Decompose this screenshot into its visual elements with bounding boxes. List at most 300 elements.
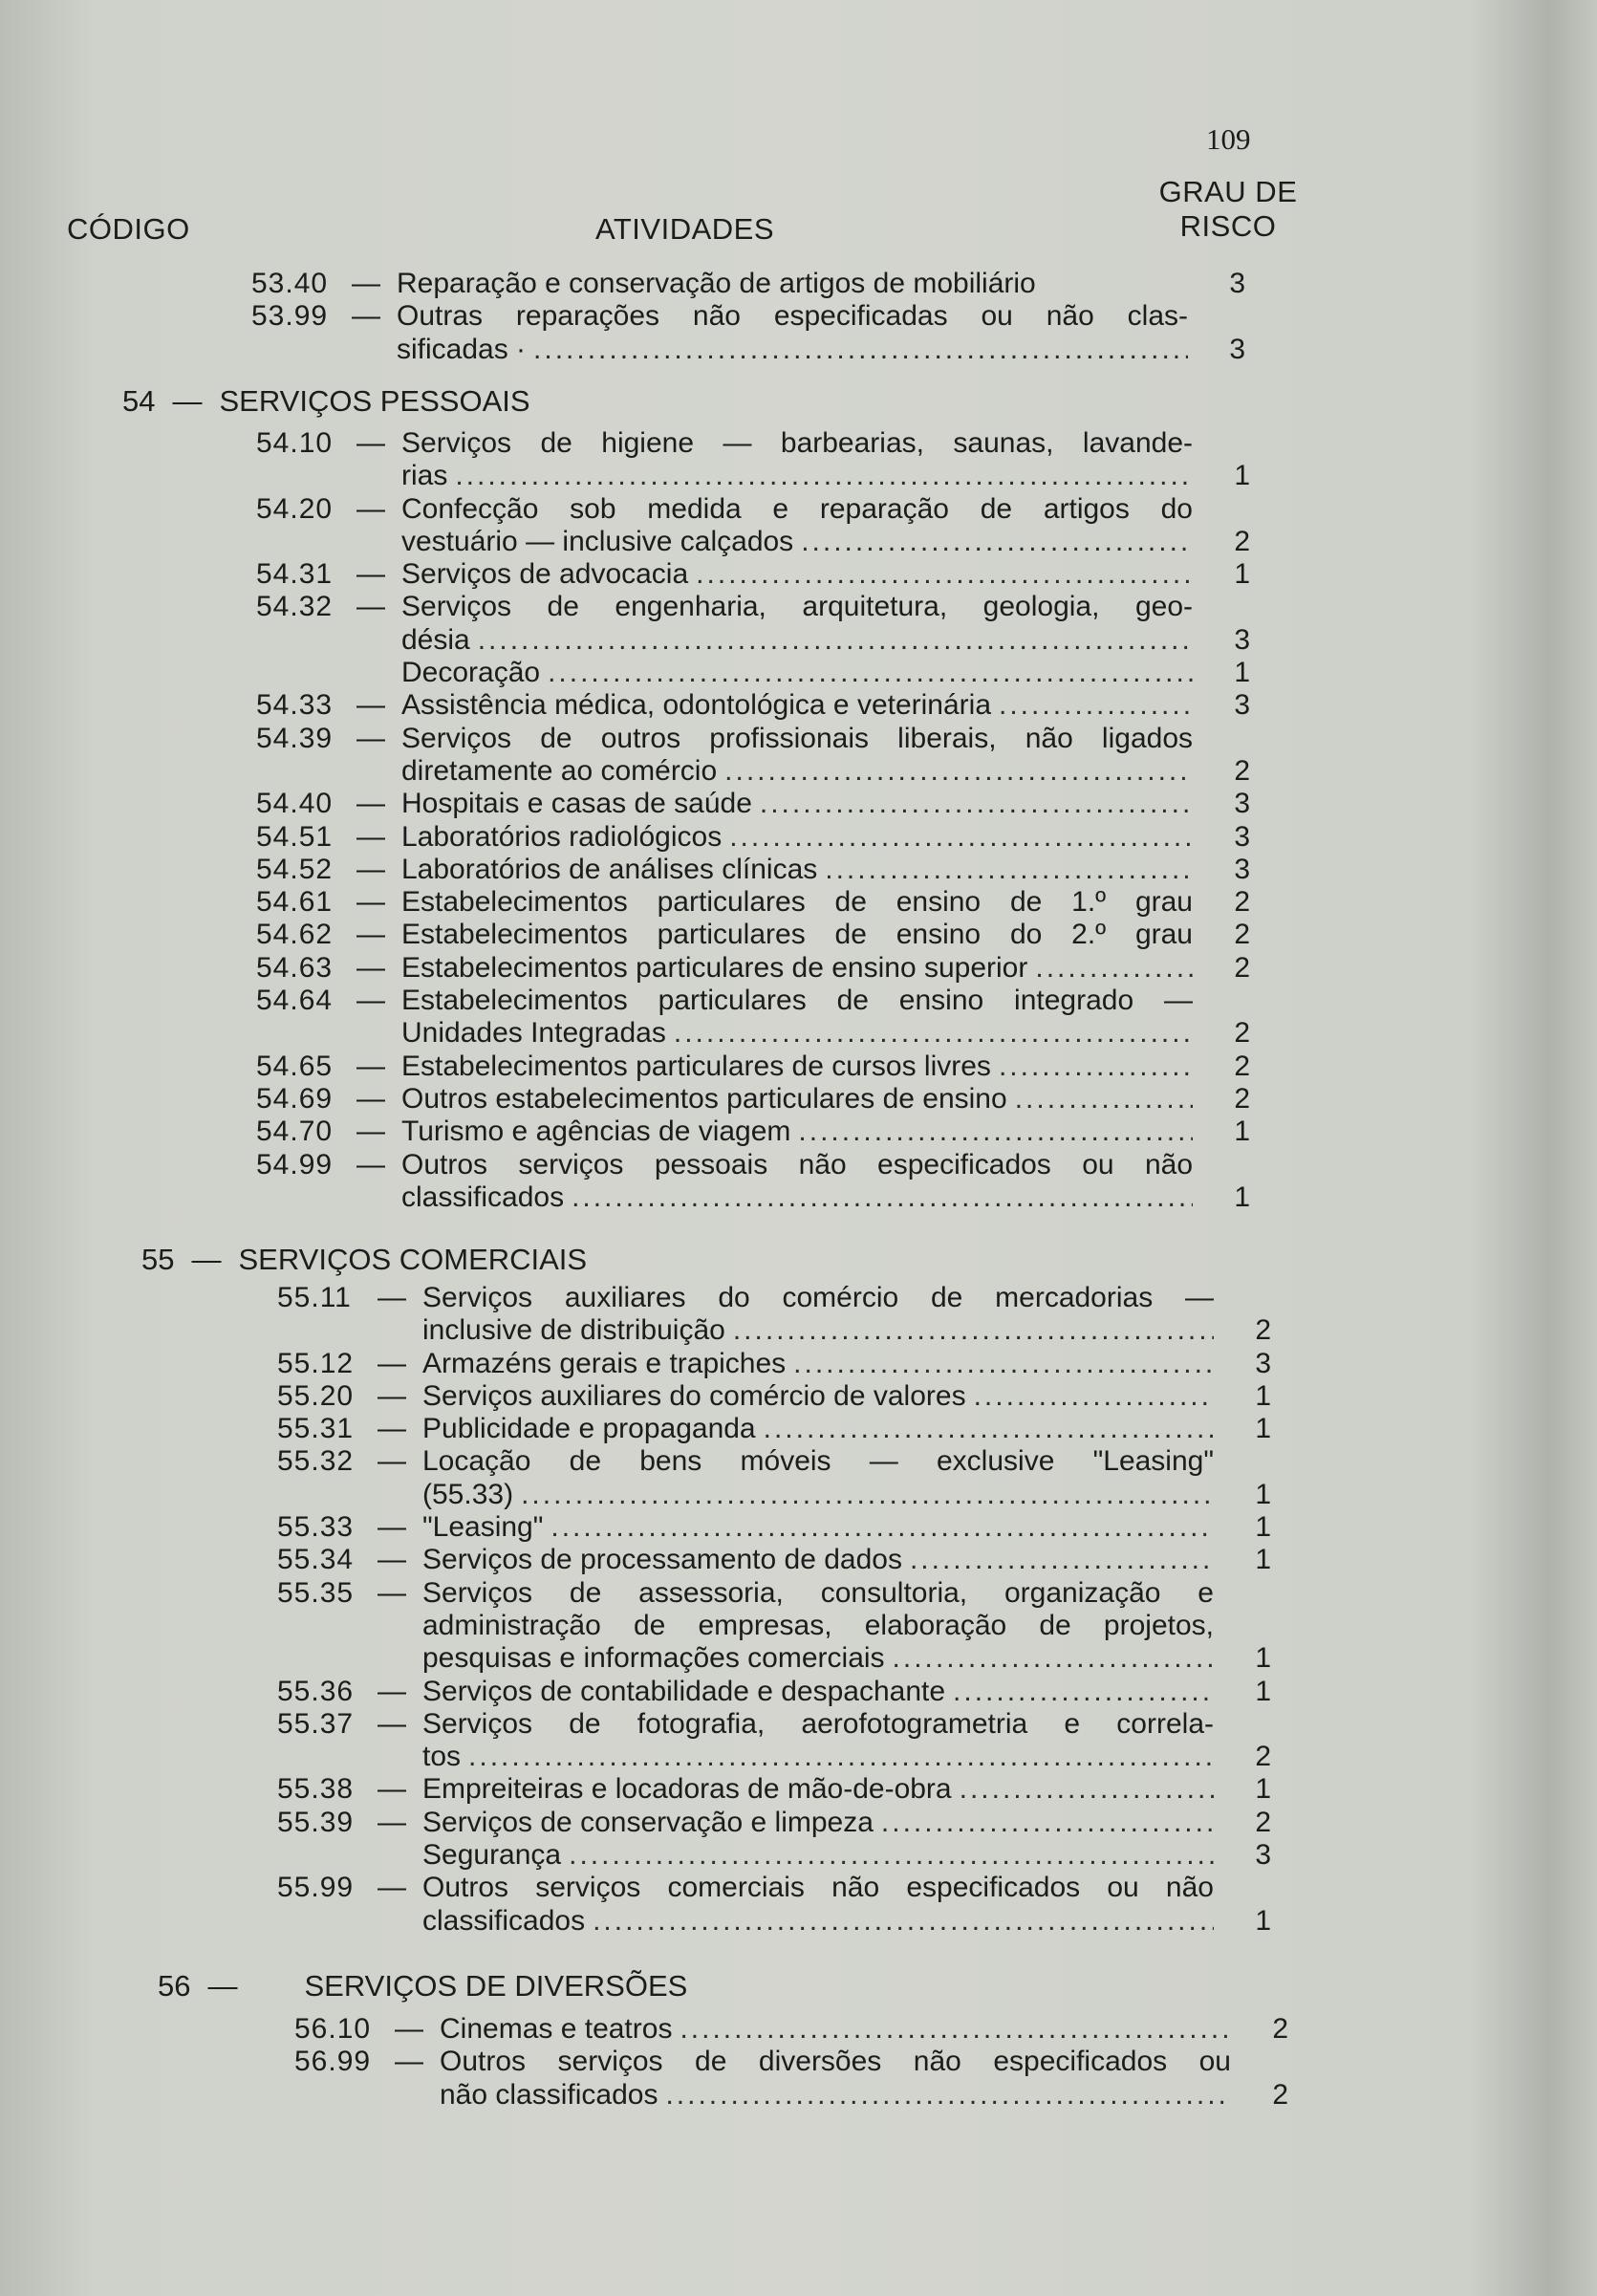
leader-dots	[729, 821, 1193, 854]
activity-row	[277, 1577, 1271, 1610]
activity-dash: —	[356, 1148, 385, 1180]
activity-text: tos	[422, 1741, 462, 1773]
activity-description	[401, 427, 1193, 460]
leader-dots	[572, 1181, 1193, 1214]
activity-description	[401, 526, 1193, 558]
activity-row	[277, 1741, 1271, 1773]
activity-dash: —	[356, 492, 385, 525]
activity-row	[256, 624, 1250, 657]
activity-code: 56.99	[294, 2046, 372, 2078]
activity-dash: —	[378, 1806, 406, 1838]
activity-text: diretamente ao comércio	[401, 754, 718, 787]
activity-dash: —	[356, 591, 385, 623]
activity-row	[256, 919, 1250, 951]
activity-code: 55.12	[277, 1347, 355, 1379]
activity-row	[277, 1380, 1271, 1413]
activity-row	[294, 2046, 1288, 2078]
activity-code: 54.70	[256, 1116, 334, 1148]
activity-description	[401, 657, 1193, 689]
activity-text: Serviços de outros profissionais liberais, não ligados	[401, 722, 1193, 754]
leader-dots	[801, 526, 1193, 558]
activity-description	[422, 1676, 1214, 1708]
activity-description	[422, 1839, 1214, 1872]
activity-dash: —	[378, 1511, 406, 1544]
section-54	[122, 384, 530, 419]
risk-grade: 3	[1234, 788, 1250, 820]
activity-row	[256, 886, 1250, 919]
activity-row	[256, 493, 1250, 526]
activity-code: 54.51	[256, 820, 334, 853]
activity-row	[256, 460, 1250, 492]
activity-text: Decoração	[401, 657, 541, 689]
activity-code: 55.36	[277, 1675, 355, 1707]
activity-text: Estabelecimentos particulares de ensino do 2.º grau	[401, 919, 1193, 951]
activity-row	[294, 2079, 1288, 2112]
leader-dots	[999, 1051, 1193, 1083]
activity-row	[251, 334, 1245, 366]
activity-dash: —	[395, 2046, 423, 2078]
activity-row	[256, 985, 1250, 1017]
leader-dots	[733, 1314, 1214, 1347]
leader-dots	[881, 1807, 1214, 1839]
activity-description	[422, 1544, 1214, 1576]
activity-code: 54.61	[256, 886, 334, 919]
activity-text: Segurança	[422, 1839, 562, 1872]
activity-text: Serviços de conservação e limpeza	[422, 1806, 874, 1838]
activity-description	[401, 723, 1193, 755]
activity-row	[256, 1083, 1250, 1116]
activity-text: Outros serviços pessoais não especificados ou não	[401, 1148, 1193, 1180]
activity-row	[256, 657, 1250, 689]
risk-grade: 2	[1255, 1741, 1271, 1773]
activity-text: classificados	[422, 1904, 586, 1937]
activity-text: rias	[401, 460, 448, 492]
leader-dots	[760, 788, 1193, 820]
leader-dots	[478, 624, 1193, 657]
risk-grade: 1	[1255, 1773, 1271, 1806]
activity-description	[440, 2013, 1231, 2046]
risk-grade: 1	[1234, 1116, 1250, 1148]
activity-text: Serviços de contabilidade e despachante	[422, 1675, 946, 1707]
risk-grade: 1	[1255, 1478, 1271, 1510]
risk-grade: 1	[1255, 1642, 1271, 1675]
activity-dash: —	[378, 1872, 406, 1904]
activity-dash: —	[356, 1116, 385, 1148]
activity-text: classificados	[401, 1180, 565, 1213]
leader-dots	[825, 854, 1193, 886]
risk-grade: 1	[1234, 558, 1250, 591]
leader-dots	[533, 334, 1188, 366]
header-grau-line1: GRAU DE	[1158, 175, 1298, 208]
activity-row	[277, 1708, 1271, 1741]
activity-description	[401, 493, 1193, 526]
activity-description	[401, 854, 1193, 886]
activity-code: 55.32	[277, 1445, 355, 1478]
activity-text: administração de empresas, elaboração de projetos,	[422, 1609, 1214, 1641]
activity-text: Serviços de higiene — barbearias, saunas, lavande-	[401, 427, 1193, 459]
activity-code: 55.33	[277, 1511, 355, 1544]
leader-dots	[960, 1773, 1214, 1806]
activity-description	[401, 755, 1193, 788]
activity-text: Confecção sob medida e reparação de artigos do	[401, 492, 1193, 525]
activity-code: 54.33	[256, 689, 334, 722]
activity-row	[294, 2013, 1288, 2046]
risk-grade: 1	[1234, 657, 1250, 689]
activity-description	[401, 886, 1193, 919]
risk-grade: 3	[1234, 689, 1250, 722]
activity-code: 54.69	[256, 1082, 334, 1115]
activity-description	[401, 952, 1193, 985]
activity-row	[256, 788, 1250, 820]
activity-dash: —	[378, 1282, 406, 1313]
activity-row	[256, 723, 1250, 755]
activity-row	[277, 1872, 1271, 1904]
activity-row	[277, 1642, 1271, 1675]
leader-dots	[793, 1348, 1214, 1380]
activity-row	[277, 1676, 1271, 1708]
activity-code: 54.39	[256, 722, 334, 754]
risk-grade: 1	[1234, 460, 1250, 492]
leader-dots	[665, 2079, 1231, 2112]
activity-description	[401, 460, 1193, 492]
activity-text: Outras reparações não especificadas ou não clas-	[397, 300, 1188, 333]
activity-row	[277, 1544, 1271, 1576]
activity-text: Unidades Integradas	[401, 1017, 666, 1050]
activity-text: Estabelecimentos particulares de cursos livres	[401, 1050, 991, 1082]
activity-row	[256, 591, 1250, 623]
activity-row	[277, 1282, 1271, 1314]
leader-dots	[593, 1905, 1214, 1938]
activity-text: Estabelecimentos particulares de ensino superior	[401, 951, 1028, 984]
activity-row	[256, 854, 1250, 886]
page-number: 109	[1206, 122, 1251, 156]
activity-code: 54.10	[256, 427, 334, 459]
risk-grade: 1	[1234, 1180, 1250, 1213]
activity-dash: —	[356, 820, 385, 853]
risk-grade: 1	[1255, 1379, 1271, 1412]
activity-row	[277, 1839, 1271, 1872]
activity-row	[256, 1017, 1250, 1050]
activity-description	[422, 1642, 1214, 1675]
activity-code: 55.31	[277, 1413, 355, 1445]
activity-text: désia	[401, 623, 470, 656]
header-atividades: ATIVIDADES	[595, 212, 775, 246]
section-title: SERVIÇOS DE DIVERSÕES	[304, 1969, 688, 2003]
leader-dots	[798, 1116, 1193, 1148]
activity-code: 54.40	[256, 788, 334, 820]
activity-description	[397, 334, 1188, 366]
section-title: SERVIÇOS PESSOAIS	[219, 384, 530, 418]
activity-text: vestuário — inclusive calçados	[401, 525, 794, 557]
activity-code: 55.37	[277, 1707, 355, 1740]
activity-dash: —	[356, 427, 385, 459]
activity-description	[422, 1479, 1214, 1511]
activity-description	[401, 1181, 1193, 1214]
activity-text: Estabelecimentos particulares de ensino integrado —	[401, 985, 1193, 1017]
activity-description	[422, 1741, 1214, 1773]
leader-dots	[999, 689, 1193, 722]
leader-dots	[680, 2013, 1231, 2046]
activity-text: Publicidade e propaganda	[422, 1413, 756, 1445]
activity-description	[401, 1149, 1193, 1181]
activity-text: Serviços de assessoria, consultoria, organização e	[422, 1576, 1214, 1609]
risk-grade: 3	[1234, 853, 1250, 885]
activity-code: 54.52	[256, 853, 334, 885]
activity-code: 55.11	[277, 1282, 352, 1313]
activity-code: 53.99	[251, 300, 329, 333]
activity-description	[422, 1610, 1214, 1642]
activity-text: Outros serviços comerciais não especificados ou não	[422, 1872, 1214, 1904]
risk-grade: 3	[1229, 333, 1245, 365]
activity-row	[251, 300, 1245, 333]
activity-text: Outros estabelecimentos particulares de ensino	[401, 1082, 1007, 1115]
activity-text: Armazéns gerais e trapiches	[422, 1347, 787, 1379]
activity-description	[422, 1314, 1214, 1347]
leader-dots	[521, 1479, 1214, 1511]
activity-description	[422, 1872, 1214, 1904]
section-55	[141, 1243, 587, 1277]
activity-description	[401, 558, 1193, 591]
activity-row	[277, 1314, 1271, 1347]
activity-text: Serviços de advocacia	[401, 558, 689, 591]
activity-text: (55.33)	[422, 1478, 514, 1510]
risk-grade: 2	[1234, 1082, 1250, 1115]
activity-description	[401, 1051, 1193, 1083]
risk-grade: 3	[1234, 623, 1250, 656]
activity-description	[422, 1807, 1214, 1839]
activity-text: não classificados	[440, 2078, 658, 2111]
activity-row	[256, 952, 1250, 985]
activity-row	[256, 1181, 1250, 1214]
risk-grade: 2	[1234, 1050, 1250, 1082]
block-56	[294, 2013, 1288, 2112]
section-dash: —	[207, 1969, 238, 2003]
activity-row	[251, 268, 1245, 300]
leader-dots	[724, 755, 1193, 788]
activity-code: 54.63	[256, 951, 334, 984]
activity-text: pesquisas e informações comerciais	[422, 1642, 885, 1675]
leader-dots	[468, 1741, 1214, 1773]
activity-description	[401, 985, 1193, 1017]
activity-dash: —	[378, 1544, 406, 1576]
risk-grade: 2	[1234, 886, 1250, 919]
activity-description	[401, 788, 1193, 820]
activity-dash: —	[356, 853, 385, 885]
activity-dash: —	[356, 558, 385, 591]
activity-description	[422, 1511, 1214, 1544]
activity-row	[277, 1511, 1271, 1544]
activity-code: 55.99	[277, 1872, 355, 1904]
risk-grade: 2	[1255, 1314, 1271, 1347]
header-grau-de-risco	[1152, 175, 1305, 244]
activity-text: Estabelecimentos particulares de ensino de 1.º grau	[401, 886, 1193, 919]
activity-dash: —	[378, 1347, 406, 1379]
risk-grade: 3	[1255, 1347, 1271, 1379]
activity-description	[401, 821, 1193, 854]
activity-row	[277, 1413, 1271, 1445]
section-dash: —	[172, 384, 203, 418]
leader-dots	[696, 558, 1193, 591]
block-54	[256, 427, 1250, 1214]
activity-code: 56.10	[294, 2013, 372, 2045]
activity-text: "Leasing"	[422, 1511, 544, 1544]
leader-dots	[548, 657, 1193, 689]
activity-text: Laboratórios de análises clínicas	[401, 853, 818, 885]
activity-row	[256, 1051, 1250, 1083]
activity-dash: —	[395, 2013, 423, 2045]
risk-grade: 2	[1234, 754, 1250, 787]
activity-row	[256, 1149, 1250, 1181]
risk-grade: 2	[1234, 919, 1250, 951]
activity-description	[401, 1116, 1193, 1148]
activity-code: 53.40	[251, 268, 329, 299]
activity-row	[256, 558, 1250, 591]
risk-grade: 2	[1234, 1017, 1250, 1050]
activity-dash: —	[378, 1379, 406, 1412]
activity-dash: —	[356, 919, 385, 951]
block-55	[277, 1282, 1271, 1938]
risk-grade: 3	[1229, 268, 1245, 299]
activity-dash: —	[378, 1576, 406, 1609]
activity-text: Reparação e conservação de artigos de mobiliário	[397, 268, 1036, 299]
leader-dots	[974, 1380, 1214, 1413]
header-grau-line2: RISCO	[1179, 209, 1277, 243]
activity-code: 55.39	[277, 1806, 355, 1838]
leader-dots	[764, 1413, 1214, 1445]
risk-grade: 2	[1272, 2013, 1288, 2045]
activity-row	[277, 1479, 1271, 1511]
leader-dots	[569, 1839, 1214, 1872]
header-codigo: CÓDIGO	[67, 212, 190, 246]
activity-text: Laboratórios radiológicos	[401, 820, 723, 853]
activity-description	[440, 2046, 1231, 2078]
section-code: 56	[158, 1969, 191, 2003]
risk-grade: 3	[1255, 1839, 1271, 1872]
activity-dash: —	[378, 1445, 406, 1478]
activity-code: 54.20	[256, 492, 334, 525]
block-53	[251, 268, 1245, 366]
activity-code: 55.35	[277, 1576, 355, 1609]
activity-text: Serviços auxiliares do comércio de mercadorias —	[422, 1282, 1214, 1313]
activity-description	[440, 2079, 1231, 2112]
activity-description	[401, 591, 1193, 623]
activity-description	[401, 1017, 1193, 1050]
activity-row	[256, 689, 1250, 722]
activity-dash: —	[356, 788, 385, 820]
activity-description	[422, 1905, 1214, 1938]
section-code: 54	[122, 384, 156, 418]
activity-code: 54.65	[256, 1050, 334, 1082]
activity-description	[422, 1413, 1214, 1445]
risk-grade: 1	[1255, 1511, 1271, 1544]
risk-grade: 3	[1234, 820, 1250, 853]
activity-text: Serviços de fotografia, aerofotogrametria e correla-	[422, 1707, 1214, 1740]
section-code: 55	[141, 1243, 175, 1276]
activity-description	[397, 300, 1188, 333]
activity-code: 54.32	[256, 591, 334, 623]
activity-row	[256, 1116, 1250, 1148]
activity-dash: —	[356, 1082, 385, 1115]
risk-grade: 1	[1255, 1904, 1271, 1937]
activity-row	[277, 1807, 1271, 1839]
activity-description	[401, 624, 1193, 657]
activity-dash: —	[352, 268, 380, 299]
activity-dash: —	[356, 886, 385, 919]
activity-description	[422, 1708, 1214, 1741]
section-title: SERVIÇOS COMERCIAIS	[238, 1243, 588, 1276]
activity-dash: —	[378, 1413, 406, 1445]
activity-description	[422, 1380, 1214, 1413]
activity-text: Hospitais e casas de saúde	[401, 788, 752, 820]
leader-dots	[1015, 1083, 1193, 1116]
risk-grade: 1	[1255, 1413, 1271, 1445]
activity-text: Serviços auxiliares do comércio de valores	[422, 1379, 966, 1412]
leader-dots	[1035, 952, 1193, 985]
section-56	[158, 1969, 687, 2004]
activity-row	[256, 821, 1250, 854]
activity-text: inclusive de distribuição	[422, 1314, 725, 1347]
activity-row	[256, 755, 1250, 788]
risk-grade: 2	[1234, 525, 1250, 557]
activity-description	[401, 1083, 1193, 1116]
section-dash: —	[191, 1243, 222, 1276]
activity-row	[277, 1348, 1271, 1380]
risk-grade: 1	[1255, 1544, 1271, 1576]
activity-dash: —	[356, 1050, 385, 1082]
activity-dash: —	[356, 722, 385, 754]
activity-dash: —	[378, 1707, 406, 1740]
leader-dots	[953, 1676, 1214, 1708]
activity-dash: —	[352, 300, 380, 333]
activity-code: 54.62	[256, 919, 334, 951]
activity-row	[256, 427, 1250, 460]
activity-description	[401, 689, 1193, 722]
activity-description	[422, 1773, 1214, 1806]
activity-description	[422, 1445, 1214, 1478]
activity-dash: —	[378, 1773, 406, 1806]
activity-text: Cinemas e teatros	[440, 2013, 673, 2045]
activity-code: 55.20	[277, 1379, 355, 1412]
activity-description	[422, 1577, 1214, 1610]
activity-code: 54.64	[256, 985, 334, 1017]
leader-dots	[910, 1544, 1214, 1576]
activity-code: 55.34	[277, 1544, 355, 1576]
activity-description	[422, 1348, 1214, 1380]
risk-grade: 2	[1234, 951, 1250, 984]
leader-dots	[674, 1017, 1193, 1050]
activity-text: sificadas ·	[397, 333, 527, 365]
risk-grade: 2	[1255, 1806, 1271, 1838]
activity-text: Empreiteiras e locadoras de mão-de-obra	[422, 1773, 952, 1806]
leader-dots	[893, 1642, 1214, 1675]
leader-dots	[455, 460, 1193, 492]
activity-description	[422, 1282, 1214, 1314]
activity-row	[256, 526, 1250, 558]
leader-dots	[550, 1511, 1214, 1544]
activity-text: Serviços de processamento de dados	[422, 1544, 902, 1576]
activity-code: 55.38	[277, 1773, 355, 1806]
activity-description	[397, 268, 1188, 300]
activity-row	[277, 1445, 1271, 1478]
activity-dash: —	[356, 985, 385, 1017]
activity-dash: —	[378, 1675, 406, 1707]
risk-grade: 2	[1272, 2078, 1288, 2111]
activity-text: Serviços de engenharia, arquitetura, geologia, geo-	[401, 591, 1193, 623]
activity-description	[401, 919, 1193, 951]
risk-grade: 1	[1255, 1675, 1271, 1707]
activity-row	[277, 1905, 1271, 1938]
activity-dash: —	[356, 689, 385, 722]
